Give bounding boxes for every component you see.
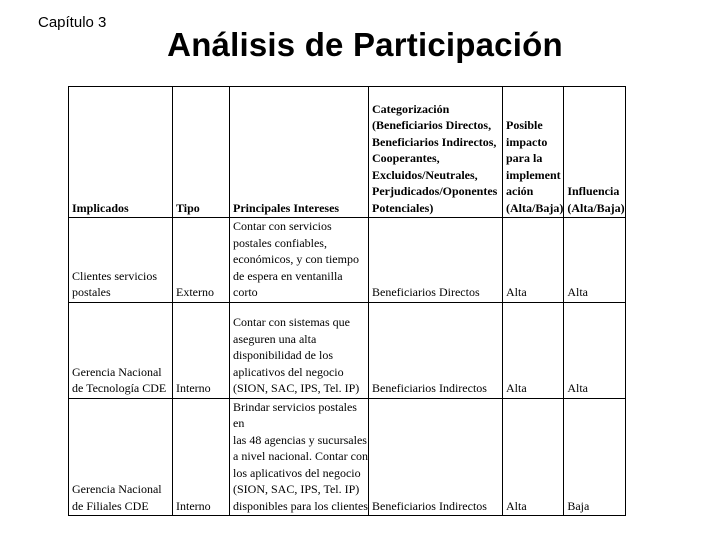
cell-categorizacion: Beneficiarios Indirectos (369, 302, 503, 398)
header-intereses: Principales Intereses (230, 87, 369, 218)
participation-table (68, 86, 626, 516)
cell-categorizacion: Beneficiarios Directos (369, 218, 503, 303)
cell-implicados: Gerencia Nacional de Tecnología CDE (69, 302, 173, 398)
cell-tipo: Externo (173, 218, 230, 303)
header-implicados: Implicados (69, 87, 173, 218)
cell-tipo: Interno (173, 398, 230, 516)
cell-impacto: Alta (503, 398, 564, 516)
chapter-label: Capítulo 3 (38, 14, 107, 31)
cell-implicados: Gerencia Nacional de Filiales CDE (69, 398, 173, 516)
table-header-row (69, 87, 626, 218)
cell-intereses: Contar con sistemas que aseguren una alta disponibilidad de los aplicativos del negocio (SION, SAC, IPS, Tel. IP) (230, 302, 369, 398)
header-categorizacion: Categorización (Beneficiarios Directos, Beneficiarios Indirectos, Cooperantes, Excluidos/Neutrales, Perjudicados/Oponentes Potenciales) (369, 87, 503, 218)
cell-influencia: Alta (564, 302, 625, 398)
page-title: Análisis de Participación (167, 26, 563, 63)
cell-impacto: Alta (503, 302, 564, 398)
table-row (69, 218, 626, 303)
table-row (69, 398, 626, 516)
header-tipo: Tipo (173, 87, 230, 218)
cell-tipo: Interno (173, 302, 230, 398)
header-influencia: Influencia (Alta/Baja) (564, 87, 625, 218)
cell-influencia: Baja (564, 398, 625, 516)
cell-categorizacion: Beneficiarios Indirectos (369, 398, 503, 516)
cell-influencia: Alta (564, 218, 625, 303)
cell-implicados: Clientes servicios postales (69, 218, 173, 303)
cell-intereses: Brindar servicios postales en las 48 agencias y sucursales a nivel nacional. Contar con los aplicativos del negocio (SION, SAC, IPS, Tel. IP) disponibles para los clientes (230, 398, 369, 516)
cell-intereses: Contar con servicios postales confiables, económicos, y con tiempo de espera en ventanilla corto (230, 218, 369, 303)
cell-impacto: Alta (503, 218, 564, 303)
table-row (69, 302, 626, 398)
header-impacto: Posible impacto para la implement ación (Alta/Baja) (503, 87, 564, 218)
